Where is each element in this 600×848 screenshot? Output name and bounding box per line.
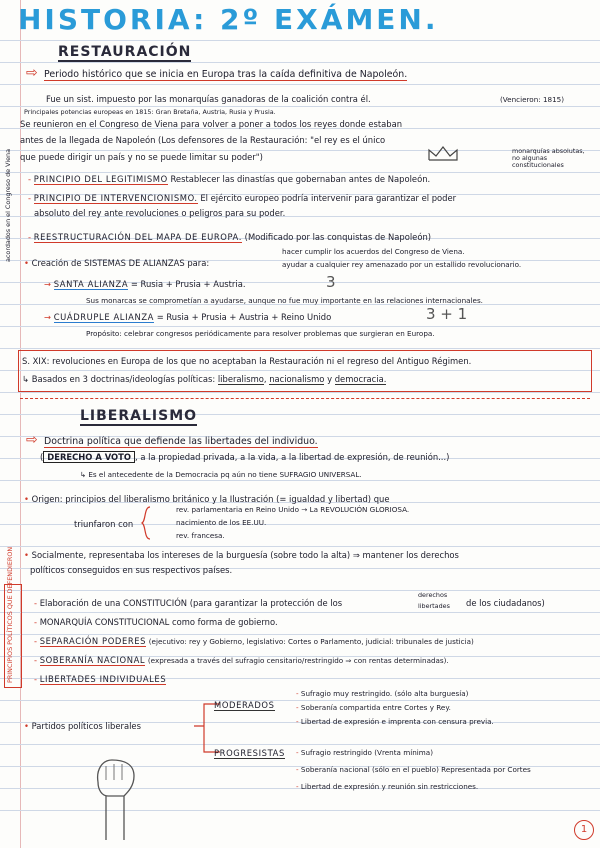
principios-politicos-label: PRINCIPIOS POLÍTICOS QUE DEFENDIERON [6, 546, 14, 683]
page-number: 1 [574, 820, 594, 840]
brace-icon [140, 505, 152, 541]
progresistas-1: - Sufragio restringido (Vrenta mínima) [296, 748, 433, 757]
derechos-label: derechos [418, 591, 448, 599]
crown-icon [425, 144, 461, 164]
derecho-note: ↳ Es el antecedente de la Democracia pq aún no tiene SUFRAGIO UNIVERSAL. [80, 470, 362, 479]
principio-libertades: - LIBERTADES INDIVIDUALES [34, 674, 167, 684]
side-note-monarquias: monarquías absolutas, no algunas constitucionales [512, 147, 585, 169]
santa-alianza-note: Sus monarcas se comprometían a ayudarse, aunque no fue muy importante en las relaciones internacionales. [86, 296, 483, 305]
restauracion-line-3: Se reunieron en el Congreso de Viena para volver a poner a todos los reyes donde estaban [20, 119, 403, 129]
socialmente-line-2: políticos conseguidos en sus respectivos países. [30, 565, 233, 575]
triunfo-revolucion-3: rev. francesa. [176, 531, 225, 540]
moderados-2: - Soberanía compartida entre Cortes y Rey. [296, 703, 451, 712]
progresistas-2: - Soberanía nacional (sólo en el pueblo) Representada por Cortes [296, 765, 531, 774]
partidos-liberales: • Partidos políticos liberales [24, 721, 141, 731]
triunfaron-con: triunfaron con [74, 519, 134, 529]
alianzas-purpose-a: hacer cumplir los acuerdos del Congreso de Viena. [282, 247, 465, 256]
section-heading-restauracion: RESTAURACIÓN [58, 44, 192, 60]
moderados-label: MODERADOS [214, 700, 275, 710]
restauracion-definition: Periodo histórico que se inicia en Europa tras la caída definitiva de Napoleón. [44, 69, 408, 80]
origen: • Origen: principios del liberalismo británico y la Ilustración (= igualdad y libertad) que [24, 494, 390, 504]
xix-line-1: S. XIX: revoluciones en Europa de los que no aceptaban la Restauración ni el regreso del Antiguo Régimen. [22, 356, 472, 366]
restauracion-line-4: antes de la llegada de Napoleón (Los defensores de la Restauración: "el rey es el único [20, 135, 386, 145]
cuadruple-alianza: → CUÁDRUPLE ALIANZA = Rusia + Prusia + Austria + Reino Unido [44, 312, 332, 322]
raised-fist-icon [80, 752, 150, 842]
ciudadanos-label: de los ciudadanos) [466, 598, 545, 608]
restauracion-line-5: que puede dirigir un país y no se puede limitar su poder") [20, 152, 263, 162]
progresistas-label: PROGRESISTAS [214, 748, 285, 758]
santa-alianza: → SANTA ALIANZA = Rusia + Prusia + Austria. [44, 279, 246, 289]
alianzas-label: • Creación de SISTEMAS DE ALIANZAS para: [24, 258, 210, 268]
section-heading-liberalismo: LIBERALISMO [80, 408, 198, 424]
restauracion-line-1: Fue un sist. impuesto por las monarquías ganadoras de la coalición contra él. [46, 94, 371, 104]
cuadruple-alianza-count: 3 + 1 [426, 305, 468, 323]
restauracion-note-1815: (Vencieron: 1815) [500, 95, 565, 104]
alianzas-purpose-b: ayudar a cualquier rey amenazado por un estallido revolucionario. [282, 260, 522, 269]
principio-separacion-poderes: - SEPARACIÓN PODERES (ejecutivo: rey y Gobierno, legislativo: Cortes o Parlamento, judicial: tribunales de justicia) [34, 636, 474, 646]
moderados-1: - Sufragio muy restringido. (sólo alta burguesía) [296, 689, 469, 698]
restauracion-line-2: Principales potencias europeas en 1815: Gran Bretaña, Austria, Rusia y Prusia. [24, 108, 276, 116]
libertades-label: libertades [418, 602, 450, 610]
principio-monarquia: - MONARQUÍA CONSTITUCIONAL como forma de gobierno. [34, 617, 278, 627]
principio-intervencionismo: - PRINCIPIO DE INTERVENCIONISMO. El ejército europeo podría intervenir para garantizar el poder [28, 193, 457, 203]
santa-alianza-count: 3 [326, 273, 336, 291]
xix-line-2: ↳ Basados en 3 doctrinas/ideologías políticas: liberalismo, nacionalismo y democracia. [22, 374, 387, 384]
arrow-right-icon: ⇨ [26, 65, 38, 81]
socialmente-line-1: • Socialmente, representaba los intereses de la burguesía (sobre todo la alta) ⇒ mantener los derechos [24, 550, 459, 560]
vertical-note-congreso: acordados en el Congreso de Viena [4, 149, 12, 262]
page-title: HISTORIA: 2º EXÁMEN. [18, 3, 439, 36]
moderados-3: - Libertad de expresión e imprenta con censura previa. [296, 717, 494, 726]
derecho-a-voto: ( DERECHO A VOTO , a la propiedad privada, a la vida, a la libertad de expresión, de reunión...) [40, 452, 450, 462]
section-separator [20, 398, 590, 399]
principio-intervencionismo-cont: absoluto del rey ante revoluciones o peligros para su poder. [34, 208, 286, 218]
cuadruple-alianza-note: Propósito: celebrar congresos periódicamente para resolver problemas que surgieran en Europa. [86, 329, 435, 338]
progresistas-3: - Libertad de expresión y reunión sin restricciones. [296, 782, 479, 791]
liberalismo-definition: Doctrina política que defiende las libertades del individuo. [44, 436, 318, 447]
reestructuracion-mapa: - REESTRUCTURACIÓN DEL MAPA DE EUROPA. (Modificado por las conquistas de Napoleón) [28, 232, 432, 242]
principio-soberania: - SOBERANÍA NACIONAL (expresada a través del sufragio censitario/restringido ⇒ con rentas determinadas). [34, 655, 449, 665]
triunfo-revolucion-1: rev. parlamentaria en Reino Unido → La REVOLUCIÓN GLORIOSA. [176, 505, 410, 514]
triunfo-revolucion-2: nacimiento de los EE.UU. [176, 518, 267, 527]
principio-constitucion: - Elaboración de una CONSTITUCIÓN (para garantizar la protección de los [34, 598, 343, 608]
arrow-right-icon: ⇨ [26, 432, 38, 448]
principio-legitimismo: - PRINCIPIO DEL LEGITIMISMO Restablecer las dinastías que gobernaban antes de Napoleón. [28, 174, 431, 184]
